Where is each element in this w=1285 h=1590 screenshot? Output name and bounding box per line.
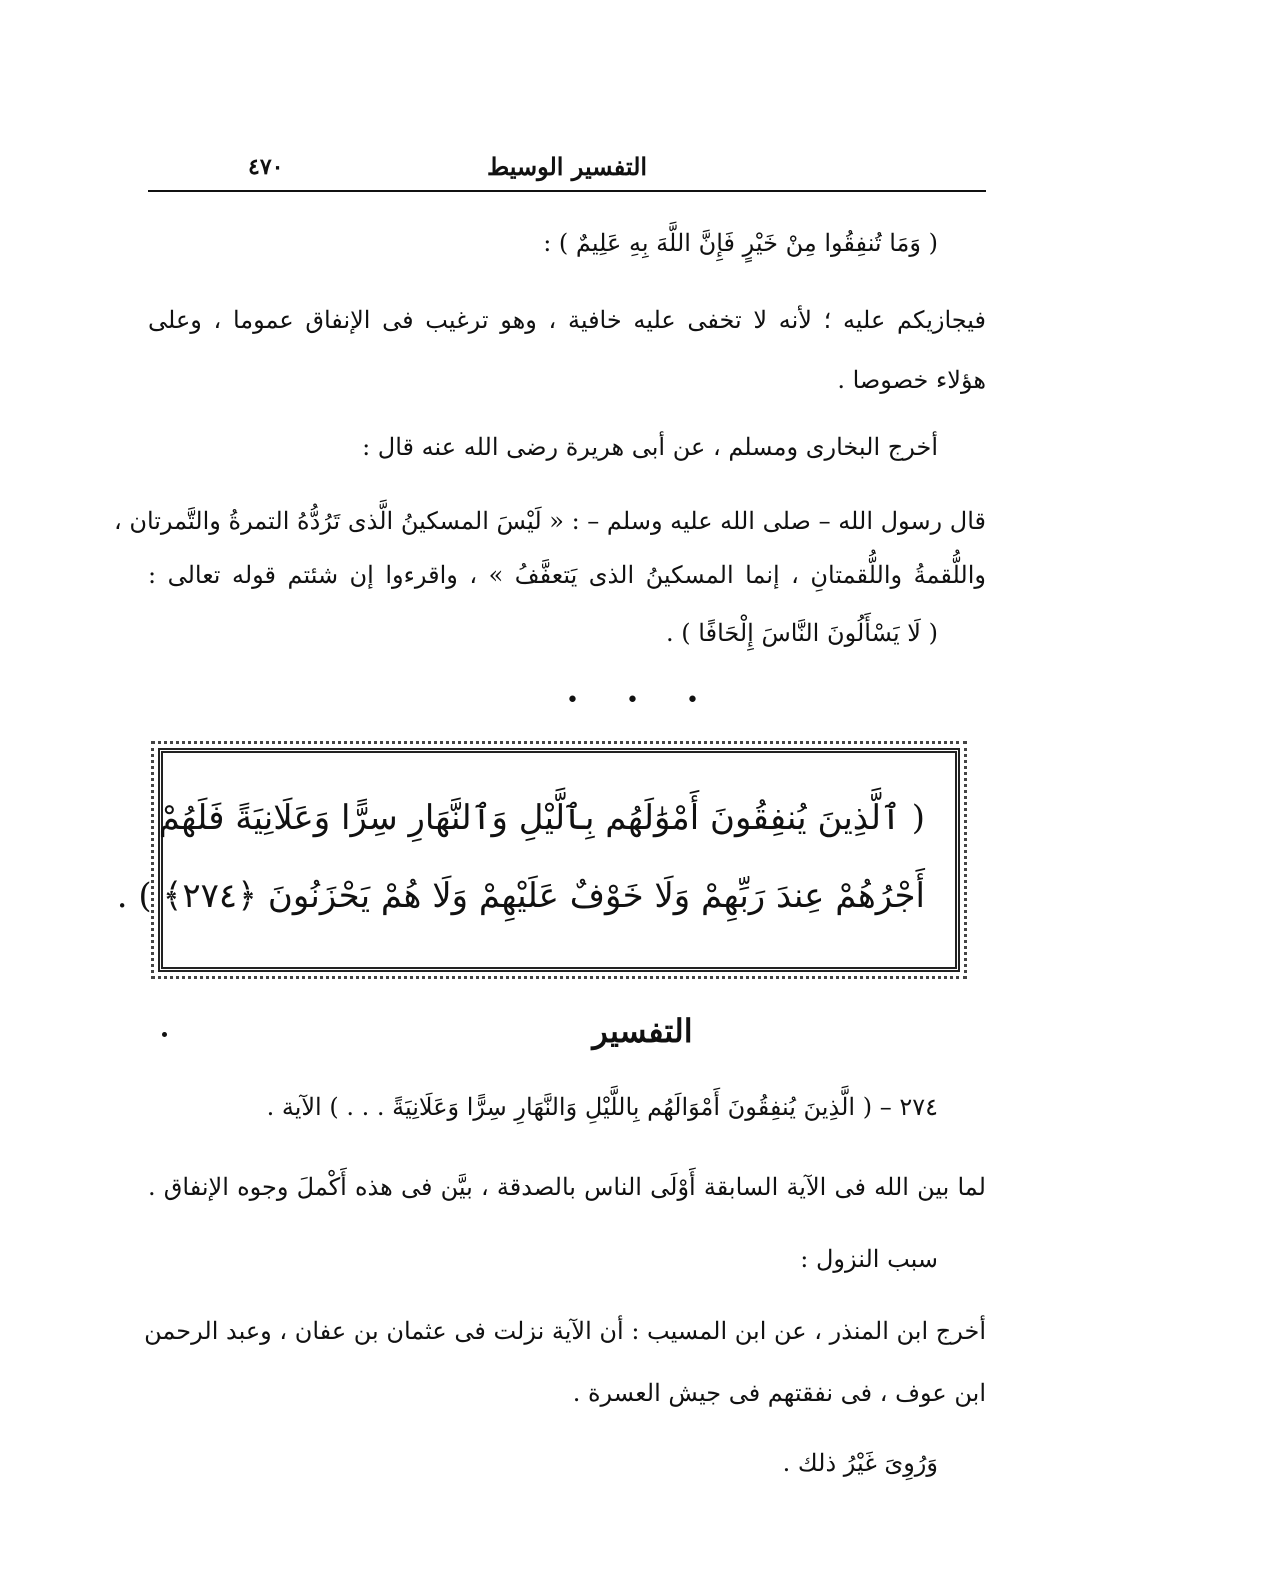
page-header <box>148 150 986 192</box>
paragraph-line: أخرج البخارى ومسلم ، عن أبى هريرة رضى الله عنه قال : <box>362 433 938 461</box>
paragraph-line: أخرج ابن المنذر ، عن ابن المسيب : أن الآية نزلت فى عثمان بن عفان ، وعبد الرحمن <box>144 1317 986 1345</box>
verse-line: أَجْرُهُمْ عِندَ رَبِّهِمْ وَلَا خَوْفٌ عَلَيْهِمْ وَلَا هُمْ يَحْزَنُونَ ﴿٢٧٤﴾ ) . <box>116 876 925 916</box>
paragraph-line: وَرُوِىَ غَيْرُ ذلك . <box>782 1449 938 1477</box>
running-title: التفسير الوسيط <box>486 152 648 181</box>
paragraph-line: ابن عوف ، فى نفقتهم فى جيش العسرة . <box>572 1379 986 1407</box>
quran-quote-line: ( لَا يَسْأَلُونَ النَّاسَ إِلْحَافًا ) . <box>666 619 938 647</box>
stray-dot <box>162 1032 167 1037</box>
verse-reference-line: ٢٧٤ – ( الَّذِينَ يُنفِقُونَ أَمْوَالَهُم بِاللَّيْلِ وَالنَّهَارِ سِرًّا وَعَلَانِيَةً . . . ) الآية . <box>266 1093 938 1121</box>
page-number: ٤٧٠ <box>248 154 284 180</box>
paragraph-line: لما بين الله فى الآية السابقة أَوْلَى الناس بالصدقة ، بيَّن فى هذه أَكْملَ وجوه الإنفاق . <box>148 1173 986 1201</box>
verse-line: ( ٱلَّذِينَ يُنفِقُونَ أَمْوَٰلَهُم بِٱلَّيْلِ وَٱلنَّهَارِ سِرًّا وَعَلَانِيَةً فَلَهُمْ <box>158 798 925 838</box>
paragraph-line: فيجازيكم عليه ؛ لأنه لا تخفى عليه خافية ، وهو ترغيب فى الإنفاق عموما ، وعلى <box>148 306 986 334</box>
verse-box <box>116 748 960 972</box>
subheading: سبب النزول : <box>800 1245 938 1273</box>
paragraph-line: هؤلاء خصوصا . <box>837 366 986 394</box>
section-separator: • • • <box>566 688 719 713</box>
section-title: التفسير <box>592 1012 693 1050</box>
quran-quote-line: ( وَمَا تُنفِقُوا مِنْ خَيْرٍ فَإِنَّ اللَّهَ بِهِ عَلِيمٌ ) : <box>543 229 938 257</box>
hadith-line: قال رسول الله – صلى الله عليه وسلم – : « لَيْسَ المسكينُ الَّذى تَرُدُّهُ التمرةُ والتَّمرتان ، <box>113 507 986 535</box>
hadith-line: واللُّقمةُ واللُّقمتانِ ، إنما المسكينُ الذى يَتعفَّفُ » ، واقرءوا إن شئتم قوله تعالى : <box>148 561 986 589</box>
